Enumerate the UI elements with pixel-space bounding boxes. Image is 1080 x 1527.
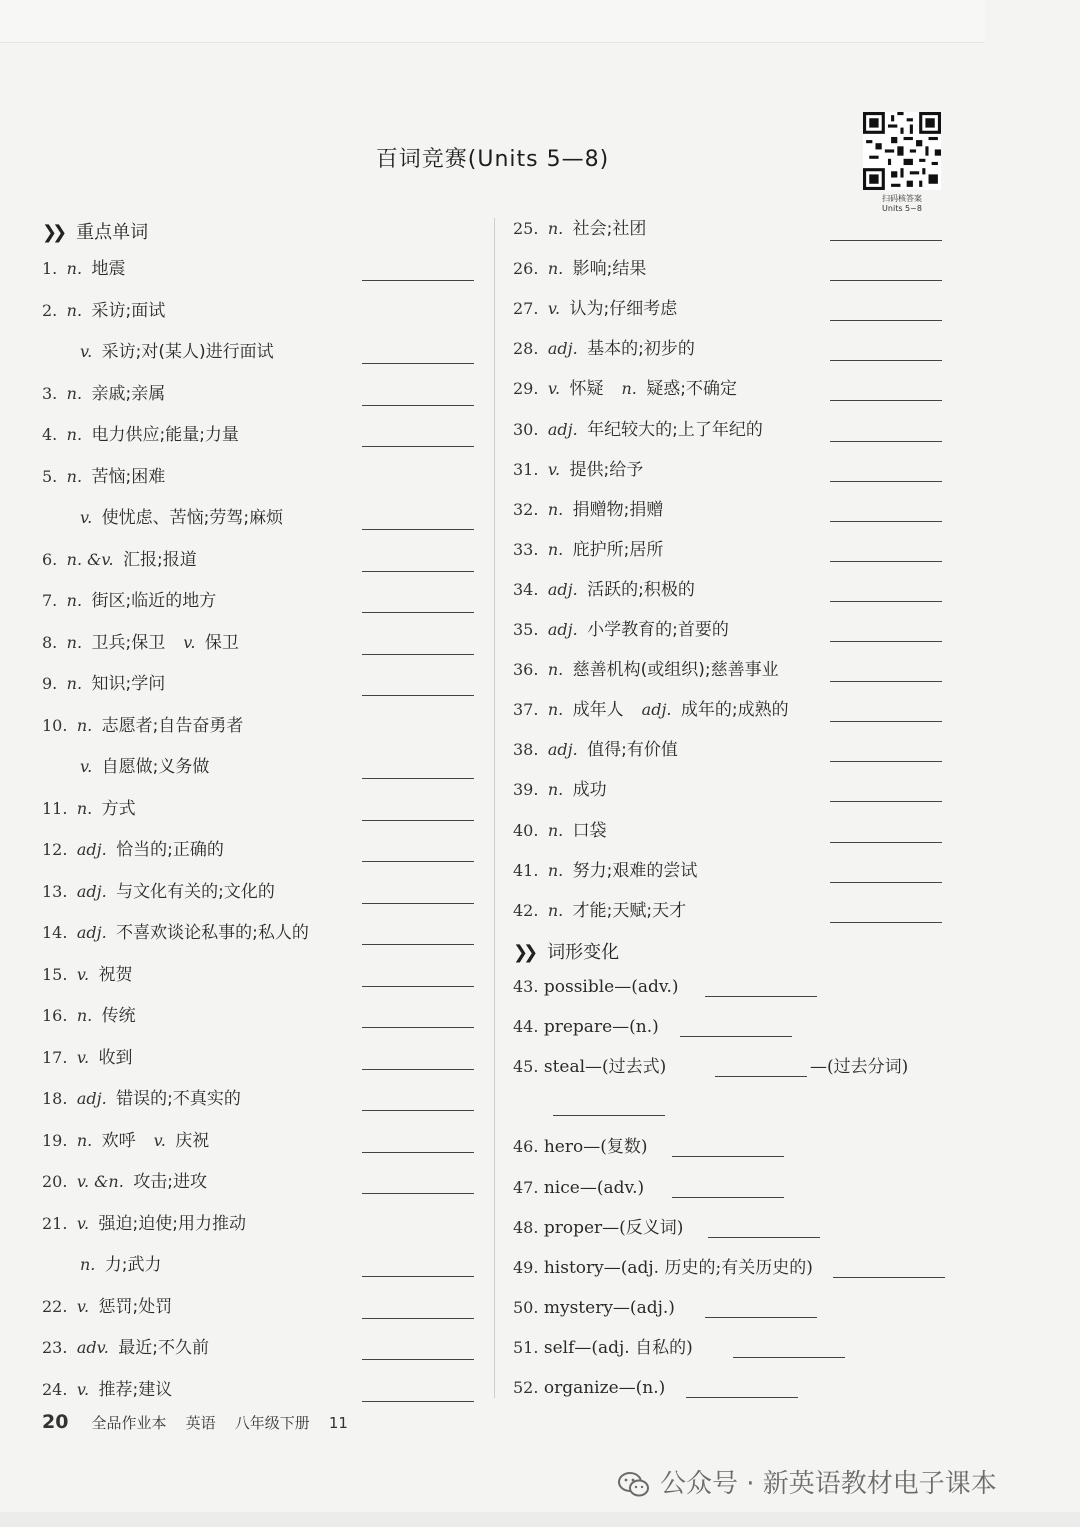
part-of-speech: n.	[80, 1255, 96, 1274]
book-name: 全品作业本	[91, 1414, 167, 1432]
vocab-item	[42, 836, 224, 864]
page-title: 百词竞赛(Units 5—8)	[375, 147, 610, 172]
part-of-speech: adv.	[76, 1338, 109, 1357]
answer-blank[interactable]	[830, 561, 942, 562]
vocab-item	[42, 380, 165, 408]
answer-blank[interactable]	[362, 654, 474, 655]
column-divider	[494, 218, 495, 1398]
part-of-speech: v.	[80, 342, 93, 361]
bottom-margin-band	[0, 1512, 1080, 1527]
definition: 庆祝	[175, 1130, 210, 1151]
word-form-item	[513, 1214, 683, 1242]
answer-blank[interactable]	[362, 1276, 474, 1277]
item-number: 49.	[513, 1258, 539, 1277]
definition: 庇护所;居所	[572, 539, 664, 560]
grade: 八年级下册	[234, 1414, 310, 1432]
part-of-speech: n.	[66, 466, 83, 486]
definition: 传统	[101, 1006, 136, 1026]
definition: 才能;天赋;天才	[572, 900, 687, 921]
item-number: 33.	[513, 539, 539, 559]
definition: 成年人	[572, 700, 624, 721]
item-number: 48.	[513, 1218, 539, 1237]
answer-blank[interactable]	[362, 405, 474, 406]
vocab-item	[513, 696, 789, 724]
vocab-item	[42, 504, 283, 532]
answer-blank[interactable]	[362, 1069, 474, 1070]
part-of-speech: n.	[76, 798, 93, 818]
qr-caption	[863, 194, 941, 214]
definition: 强迫;迫使;用力推动	[98, 1213, 246, 1234]
section-heading-key-words: ❯❯ 重点单词	[42, 222, 149, 243]
part-of-speech: n.	[547, 860, 564, 880]
definition: 基本的;初步的	[587, 339, 695, 360]
definition: 志愿者;自告奋勇者	[101, 715, 244, 736]
answer-blank[interactable]	[830, 842, 942, 843]
item-number: 28.	[513, 339, 539, 359]
item-number: 39.	[513, 780, 539, 800]
item-number: 47.	[513, 1178, 539, 1197]
answer-blank[interactable]	[362, 1359, 474, 1360]
definition: 自愿做;义务做	[101, 757, 210, 777]
definition: 影响;结果	[572, 259, 647, 280]
word-prompt: mystery—(adj.)	[543, 1298, 675, 1318]
answer-blank[interactable]	[362, 1193, 474, 1194]
vocab-item	[42, 338, 274, 366]
qr-caption-line2: Units 5~8	[882, 204, 922, 213]
part-of-speech: adj.	[76, 881, 107, 901]
answer-blank[interactable]	[830, 922, 942, 923]
item-number: 34.	[513, 579, 539, 599]
definition: 推荐;建议	[98, 1379, 173, 1400]
item-number: 16.	[42, 1006, 68, 1025]
item-number: 4.	[42, 425, 58, 444]
item-number: 5.	[42, 466, 58, 486]
answer-blank[interactable]	[362, 861, 474, 862]
part-of-speech: adj.	[76, 840, 107, 859]
definition: 使忧虑、苦恼;劳驾;麻烦	[101, 508, 284, 528]
word-form-item	[513, 1294, 675, 1322]
definition: 努力;艰难的尝试	[572, 860, 698, 881]
item-number: 1.	[42, 259, 58, 278]
part-of-speech: n.	[66, 425, 83, 444]
part-of-speech: n.	[76, 1006, 93, 1025]
answer-blank[interactable]	[362, 944, 474, 945]
item-number: 50.	[513, 1298, 539, 1317]
vocab-item	[42, 878, 275, 906]
part-of-speech: v.	[76, 1379, 90, 1399]
part-of-speech: n.	[76, 1130, 93, 1150]
word-form-item	[513, 973, 679, 1001]
part-of-speech: v.	[183, 632, 196, 652]
item-number: 24.	[42, 1379, 68, 1399]
definition: 采访;面试	[91, 300, 166, 321]
item-number: 46.	[513, 1137, 539, 1156]
vocab-item	[42, 961, 133, 989]
item-number: 10.	[42, 715, 68, 735]
definition: 认为;仔细考虑	[569, 299, 678, 320]
item-number: 41.	[513, 860, 539, 880]
part-of-speech: v.	[80, 508, 93, 527]
vocab-item	[513, 416, 763, 444]
part-of-speech: adj.	[641, 700, 672, 720]
vocab-item	[513, 776, 607, 804]
item-number: 44.	[513, 1017, 539, 1036]
vocab-item	[513, 375, 737, 403]
word-form-item	[513, 1013, 659, 1041]
answer-blank[interactable]	[830, 320, 942, 321]
answer-blank[interactable]	[362, 363, 474, 364]
item-number: 45.	[513, 1057, 539, 1076]
item-number: 42.	[513, 900, 539, 920]
vocab-item	[42, 546, 197, 574]
answer-blank[interactable]	[686, 1397, 798, 1398]
definition: 汇报;报道	[123, 549, 197, 570]
answer-blank[interactable]	[733, 1357, 845, 1358]
vocab-item	[42, 1334, 209, 1362]
definition: 年纪较大的;上了年纪的	[587, 419, 763, 440]
definition: 亲戚;亲属	[91, 383, 166, 404]
vocab-item	[42, 1210, 246, 1238]
part-of-speech: n.	[547, 259, 564, 279]
definition: 口袋	[572, 820, 607, 841]
definition: 慈善机构(或组织);慈善事业	[572, 660, 779, 681]
item-number: 35.	[513, 620, 539, 639]
answer-blank[interactable]	[830, 441, 942, 442]
answer-blank[interactable]	[680, 1036, 792, 1037]
word-form-item	[513, 1334, 693, 1362]
part-of-speech: adj.	[547, 579, 578, 599]
definition: 疑惑;不确定	[646, 379, 738, 400]
item-number: 31.	[513, 459, 539, 479]
answer-blank[interactable]	[830, 641, 942, 642]
item-number: 23.	[42, 1338, 68, 1357]
answer-blank[interactable]	[362, 1318, 474, 1319]
part-of-speech: adj.	[547, 419, 578, 439]
definition: 不喜欢谈论私事的;私人的	[116, 923, 309, 943]
answer-blank[interactable]	[362, 903, 474, 904]
item-number: 38.	[513, 740, 539, 760]
vocab-item	[42, 1002, 136, 1030]
word-prompt: history—(adj. 历史的;有关历史的)	[543, 1258, 813, 1278]
definition: 怀疑	[569, 379, 604, 400]
part-of-speech: n.	[66, 300, 83, 320]
answer-blank[interactable]	[830, 801, 942, 802]
item-number: 51.	[513, 1338, 539, 1357]
definition: 苦恼;困难	[91, 466, 166, 487]
vocab-item	[513, 817, 607, 845]
vocab-item	[42, 463, 165, 491]
definition: 攻击;进攻	[133, 1172, 207, 1192]
item-number: 13.	[42, 881, 68, 901]
wechat-icon	[618, 1471, 650, 1499]
answer-blank[interactable]	[362, 820, 474, 821]
word-prompt: possible—(adv.)	[543, 977, 679, 997]
vocab-item	[513, 335, 695, 363]
item-number: 37.	[513, 700, 539, 720]
answer-blank[interactable]	[830, 400, 942, 401]
watermark: 公众号 · 新英语教材电子课本	[618, 1464, 997, 1504]
part-of-speech: n.	[66, 674, 83, 693]
answer-blank[interactable]	[362, 1152, 474, 1153]
double-chevron-icon: ❯❯	[513, 942, 534, 963]
vocab-item	[513, 857, 697, 885]
item-number: 15.	[42, 964, 68, 984]
word-prompt: steal—(过去式)	[543, 1057, 667, 1077]
vocab-item	[513, 456, 643, 484]
part-of-speech: n.	[621, 379, 637, 399]
definition: 社会;社团	[572, 219, 647, 239]
answer-blank[interactable]	[705, 996, 817, 997]
part-of-speech: n.	[547, 499, 564, 519]
vocab-item	[513, 616, 729, 644]
answer-blank[interactable]	[708, 1237, 820, 1238]
answer-blank[interactable]	[362, 1110, 474, 1111]
definition: 成年的;成熟的	[680, 700, 789, 721]
part-of-speech: n.	[66, 259, 83, 278]
answer-blank[interactable]	[553, 1115, 665, 1116]
part-of-speech: n.	[547, 780, 564, 800]
vocab-item	[42, 1127, 209, 1155]
word-form-item	[513, 1053, 666, 1081]
item-number: 12.	[42, 840, 68, 859]
item-number: 7.	[42, 591, 58, 610]
answer-blank[interactable]	[830, 882, 942, 883]
definition: 祝贺	[98, 964, 133, 985]
answer-blank[interactable]	[362, 571, 474, 572]
answer-blank[interactable]	[830, 681, 942, 682]
answer-blank[interactable]	[830, 481, 942, 482]
part-of-speech: v.	[76, 1213, 90, 1233]
subject: 英语	[185, 1414, 216, 1432]
answer-blank[interactable]	[362, 778, 474, 779]
page-footer	[42, 1408, 362, 1436]
qr-code-icon	[863, 112, 941, 190]
part-of-speech: adj.	[76, 923, 107, 942]
part-of-speech: v.	[153, 1130, 166, 1150]
item-number: 30.	[513, 419, 539, 439]
word-prompt: prepare—(n.)	[543, 1017, 659, 1037]
part-of-speech: n.	[66, 632, 83, 652]
item-number: 6.	[42, 549, 58, 569]
answer-blank[interactable]	[833, 1277, 945, 1278]
part-of-speech: adj.	[76, 1089, 107, 1108]
part-of-speech: n.	[547, 660, 564, 680]
item-number: 9.	[42, 674, 58, 693]
definition: 街区;临近的地方	[91, 591, 217, 611]
definition: 惩罚;处罚	[98, 1296, 173, 1317]
vocab-item	[513, 576, 695, 604]
part-of-speech: n.	[66, 591, 83, 610]
definition: 提供;给予	[569, 459, 644, 480]
part-of-speech: v.	[547, 459, 561, 479]
part-of-speech: adj.	[547, 740, 578, 760]
answer-blank[interactable]	[362, 1401, 474, 1402]
definition: 采访;对(某人)进行面试	[101, 342, 274, 362]
item-number: 19.	[42, 1130, 68, 1150]
item-number: 22.	[42, 1296, 68, 1316]
word-prompt: proper—(反义词)	[543, 1218, 684, 1238]
vocab-item	[513, 255, 646, 283]
part-of-speech: v.	[80, 757, 93, 776]
answer-blank[interactable]	[830, 360, 942, 361]
answer-blank[interactable]	[830, 601, 942, 602]
answer-blank[interactable]	[672, 1156, 784, 1157]
vocab-item	[513, 736, 678, 764]
answer-blank[interactable]	[830, 521, 942, 522]
definition: 方式	[101, 798, 136, 819]
item-number: 3.	[42, 383, 58, 403]
answer-blank[interactable]	[362, 280, 474, 281]
answer-blank[interactable]	[715, 1076, 807, 1077]
definition: 与文化有关的;文化的	[116, 881, 275, 902]
double-chevron-icon: ❯❯	[42, 222, 63, 243]
answer-blank[interactable]	[672, 1197, 784, 1198]
section-heading-word-forms: ❯❯ 词形变化	[513, 942, 620, 963]
part-of-speech: v.	[76, 964, 90, 984]
top-margin-band	[0, 0, 985, 43]
vocab-item	[42, 1293, 172, 1321]
answer-blank[interactable]	[362, 1027, 474, 1028]
item-number: 21.	[42, 1213, 68, 1233]
word-form-item	[513, 1254, 813, 1282]
part-of-speech: adj.	[547, 339, 578, 359]
answer-blank[interactable]	[362, 986, 474, 987]
qr-code[interactable]	[863, 112, 941, 213]
word-prompt: hero—(复数)	[543, 1137, 648, 1157]
vocab-item	[42, 1044, 133, 1072]
part-of-speech: v. &n.	[76, 1172, 124, 1191]
definition: 欢呼	[101, 1130, 136, 1151]
vocab-item	[42, 255, 125, 283]
vocab-item	[42, 1251, 162, 1279]
part-of-speech: n.	[547, 820, 564, 840]
vocab-item	[42, 753, 209, 781]
definition: 知识;学问	[91, 674, 166, 694]
answer-blank[interactable]	[362, 612, 474, 613]
part-of-speech: v.	[76, 1296, 90, 1316]
vocab-item	[42, 297, 165, 325]
answer-blank[interactable]	[362, 446, 474, 447]
item-number: 25.	[513, 219, 539, 238]
answer-blank[interactable]	[362, 529, 474, 530]
definition: 卫兵;保卫	[91, 632, 166, 653]
definition: 活跃的;积极的	[587, 579, 695, 600]
word-form-item	[513, 1374, 665, 1402]
word-prompt: self—(adj. 自私的)	[543, 1338, 693, 1358]
page-number: 20	[42, 1411, 69, 1433]
part-of-speech: n.	[76, 715, 93, 735]
item-number: 17.	[42, 1047, 68, 1067]
word-form-item	[513, 1133, 648, 1161]
part-of-speech: adj.	[547, 620, 578, 639]
item-number: 36.	[513, 660, 539, 680]
vocab-item	[42, 1085, 241, 1113]
part-of-speech: n.	[66, 383, 83, 403]
vocab-item	[42, 1376, 172, 1404]
item-number: 29.	[513, 379, 539, 399]
definition: 电力供应;能量;力量	[91, 425, 239, 445]
answer-blank[interactable]	[362, 695, 474, 696]
definition: 成功	[572, 780, 607, 801]
part-of-speech: n.	[547, 700, 564, 720]
vocab-item	[42, 919, 309, 947]
answer-blank[interactable]	[830, 721, 942, 722]
vocab-item	[42, 587, 216, 615]
item-number: 32.	[513, 499, 539, 519]
vocab-item	[513, 295, 677, 323]
word-form-item	[513, 1174, 644, 1202]
definition: 错误的;不真实的	[116, 1089, 241, 1109]
vocab-item	[513, 897, 686, 925]
answer-blank[interactable]	[830, 761, 942, 762]
vocab-item	[513, 536, 663, 564]
item-number: 14.	[42, 923, 68, 942]
item-number: 43.	[513, 977, 539, 996]
definition: 地震	[91, 259, 126, 279]
item-number: 52.	[513, 1378, 539, 1397]
item-number: 18.	[42, 1089, 68, 1108]
vocab-item	[42, 670, 165, 698]
vocab-item	[42, 421, 239, 449]
definition: 最近;不久前	[118, 1338, 210, 1358]
definition: 力;武力	[104, 1255, 162, 1275]
vocab-item	[42, 1168, 207, 1196]
item-number: 2.	[42, 300, 58, 320]
item-number: 26.	[513, 259, 539, 279]
part-of-speech: n.	[547, 539, 564, 559]
definition: 收到	[98, 1047, 133, 1068]
vocab-item	[42, 712, 243, 740]
vocab-item	[513, 656, 779, 684]
qr-caption-line1: 扫码核答案	[882, 194, 922, 203]
item-number: 11.	[42, 798, 68, 818]
item-number: 20.	[42, 1172, 68, 1191]
definition: 捐赠物;捐赠	[572, 499, 664, 520]
answer-blank[interactable]	[705, 1317, 817, 1318]
answer-blank[interactable]	[830, 280, 942, 281]
vocab-item	[42, 629, 239, 657]
item-number: 27.	[513, 299, 539, 319]
part-of-speech: v.	[76, 1047, 90, 1067]
part-of-speech: n.	[547, 900, 564, 920]
part-of-speech: n.	[547, 219, 564, 238]
part-of-speech: v.	[547, 379, 561, 399]
item-number: 8.	[42, 632, 58, 652]
vocab-item	[513, 215, 646, 243]
footer-extra: 11	[328, 1414, 348, 1432]
vocab-item	[42, 795, 136, 823]
definition: 保卫	[204, 632, 239, 653]
item-number: 40.	[513, 820, 539, 840]
definition: 小学教育的;首要的	[587, 620, 729, 640]
word-prompt: nice—(adv.)	[543, 1178, 645, 1198]
definition: 恰当的;正确的	[116, 840, 224, 860]
part-of-speech: n. &v.	[66, 549, 114, 569]
word-prompt: organize—(n.)	[543, 1378, 666, 1398]
vocab-item	[513, 496, 663, 524]
word-prompt-second: —(过去分词)	[810, 1057, 909, 1077]
answer-blank[interactable]	[830, 240, 942, 241]
part-of-speech: v.	[547, 299, 561, 319]
definition: 值得;有价值	[587, 740, 678, 761]
